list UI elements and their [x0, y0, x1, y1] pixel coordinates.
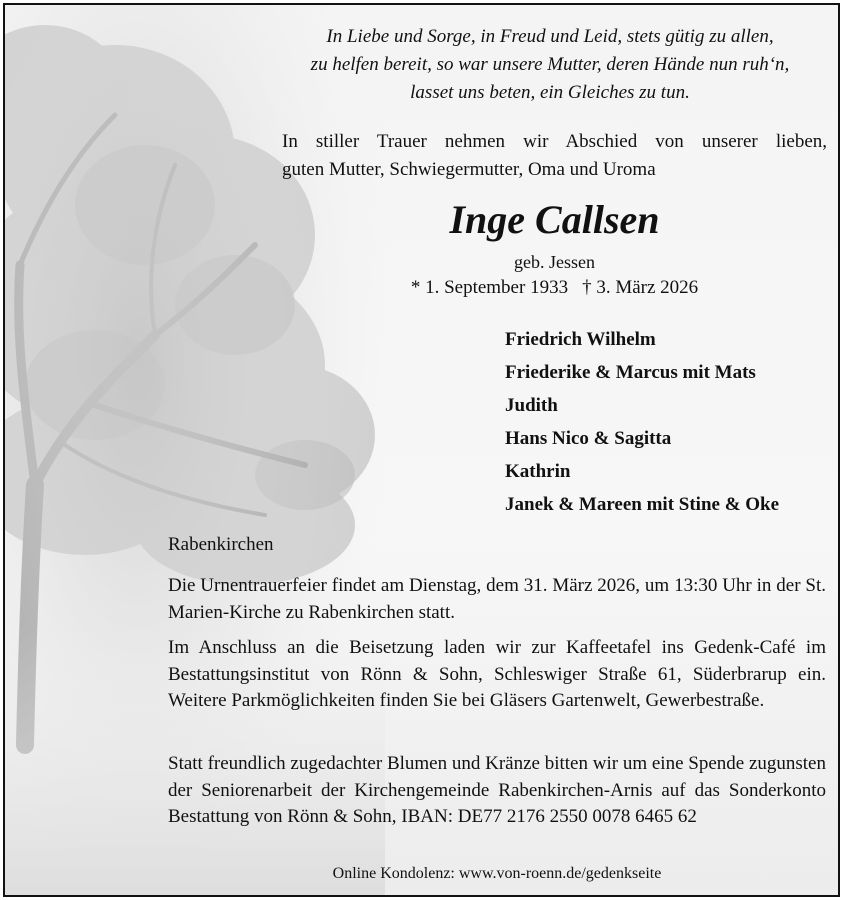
obituary-card: [3, 3, 840, 897]
mourner-entry: Kathrin: [505, 461, 571, 482]
donation-paragraph: Statt freundlich zugedachter Blumen und Kränze bitten wir um eine Spende zugunsten der Seniorenarbeit der Kirchengemeinde Rabenkirchen-Arnis auf das Sonderkonto Bestattung von Rönn & Sohn, IBAN: DE77 2176 2550 0078 6465 62: [168, 753, 826, 827]
birth-date: * 1. September 1933: [410, 277, 569, 298]
mourner-entry: Hans Nico & Sagitta: [505, 428, 672, 449]
place-name: Rabenkirchen: [168, 534, 274, 555]
verse-line: In Liebe und Sorge, in Freud und Leid, stets gütig zu allen,: [326, 26, 774, 47]
verse-line: lasset uns beten, ein Gleiches zu tun.: [410, 82, 690, 103]
intro-line: In stiller Trauer nehmen wir Abschied von unserer lieben,: [282, 131, 827, 152]
intro-text: [282, 128, 827, 184]
deceased-name: Inge Callsen: [449, 197, 660, 242]
mourners-list: [505, 323, 779, 521]
mourner-entry: Judith: [505, 395, 558, 416]
verse-line: zu helfen bereit, so war unsere Mutter, deren Hände nun ruh‘n,: [310, 54, 790, 75]
death-date: † 3. März 2026: [582, 277, 699, 298]
mourner-entry: Janek & Mareen mit Stine & Oke: [505, 494, 780, 515]
reception-paragraph: Im Anschluss an die Beisetzung laden wir zur Kaffeetafel ins Gedenk-Café im Bestattungsinstitut von Rönn & Sohn, Schleswiger Straße 61, Süderbrarup ein. Weitere Parkmöglichkeiten finden Sie bei Gläsers Gartenwelt, Gewerbestraße.: [168, 637, 826, 711]
birth-name: geb. Jessen: [514, 252, 595, 272]
mourner-entry: Friederike & Marcus mit Mats: [505, 362, 756, 383]
mourner-entry: Friedrich Wilhelm: [505, 329, 656, 350]
life-dates: [282, 275, 827, 301]
intro-line: guten Mutter, Schwiegermutter, Oma und Uroma: [282, 159, 656, 180]
online-condolence: Online Kondolenz: www.von-roenn.de/gedenkseite: [332, 865, 662, 882]
verse: [275, 23, 825, 107]
ceremony-paragraph: Die Urnentrauerfeier findet am Dienstag, dem 31. März 2026, um 13:30 Uhr in der St. Marien-Kirche zu Rabenkirchen statt.: [168, 575, 826, 623]
